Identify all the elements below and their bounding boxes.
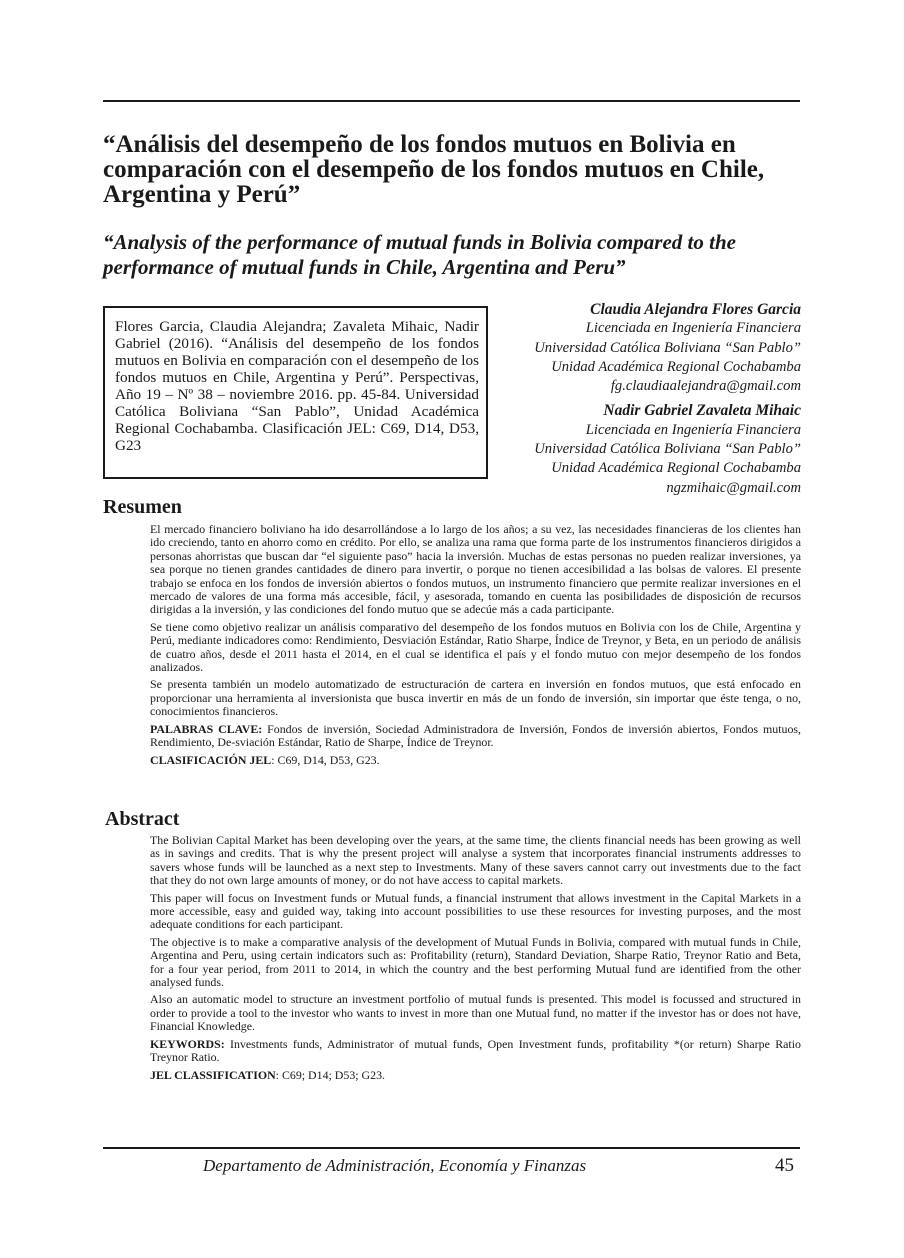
keywords-text: Fondos de inversión, Sociedad Administradora de Inversión, Fondos de inversión abiertos, Fondos mutuos, Rendimiento, De-sviación Estándar, Ratio de Sharpe, Índice de Treynor. — [150, 721, 801, 750]
author-name: Claudia Alejandra Flores Garcia — [590, 301, 801, 318]
author-email: fg.claudiaalejandra@gmail.com — [610, 378, 801, 395]
author-2 — [496, 401, 801, 497]
author-university: Universidad Católica Boliviana “San Pablo” — [534, 441, 801, 458]
author-email: ngzmihaic@gmail.com — [666, 479, 801, 496]
author-degree: Licenciada en Ingeniería Financiera — [585, 421, 801, 438]
abstract-body — [150, 834, 801, 1086]
page-number: 45 — [775, 1155, 794, 1176]
author-unit: Unidad Académica Regional Cochabamba — [551, 460, 801, 477]
title-english: “Analysis of the performance of mutual funds in Bolivia compared to the performance of mutual funds in Chile, Argentina and Peru” — [103, 230, 736, 279]
resumen-paragraph: Se tiene como objetivo realizar un análisis comparativo del desempeño de los fondos mutuos en Bolivia con los de Chile, Argentina y Perú, mediante indicadores como: Rendimiento, Desviación Estándar, Ratio Sharpe, Índice de Treynor, y Beta, en un periodo de análisis de cuatro años, desde el 2011 hasta el 2014, en el cual se identifica el país y el fondo mutuo con mejor desempeño de los fondos analizados. — [150, 619, 801, 675]
bottom-rule — [103, 1147, 800, 1149]
author-university: Universidad Católica Boliviana “San Pablo” — [534, 339, 801, 356]
resumen-body — [150, 523, 801, 771]
abstract-paragraph: Also an automatic model to structure an investment portfolio of mutual funds is presented. This model is focussed and structured in order to provide a tool to the investor who wants to invest in more than one Mutual fund, no matter if the investor has or does not have, Financial Knowledge. — [150, 992, 801, 1034]
abstract-paragraph: The objective is to make a comparative analysis of the development of Mutual Funds in Bolivia, compared with mutual funds in Chile, Argentina and Peru, using certain indicators such as: Profitability (return), Standard Deviation, Sharpe Ratio, Treynor Ratio and Beta, for a four year period, from 2011 to 2014, in which the country and the best performing Mutual fund are identified from the other analysed funds. — [150, 934, 801, 990]
jel-label: CLASIFICACIÓN JEL — [150, 752, 272, 767]
abstract-paragraph: This paper will focus on Investment funds or Mutual funds, a financial instrument that allows investment in the Capital Markets in a more accessible, easy and guided way, taking into account possibilities to use these resources for investing purposes, and the most adequate conditions for each participant. — [150, 890, 801, 932]
jel-text: : C69; D14; D53; G23. — [275, 1067, 386, 1082]
abstract-keywords — [150, 1038, 801, 1065]
jel-text: : C69, D14, D53, G23. — [271, 752, 380, 767]
jel-label: JEL CLASSIFICATION — [150, 1067, 276, 1082]
keywords-text: Investments funds, Administrator of mutual funds, Open Investment funds, profitability *(or return) Sharpe Ratio Treynor Ratio. — [150, 1036, 801, 1065]
resumen-heading: Resumen — [103, 496, 182, 518]
page-footer — [103, 1154, 800, 1178]
resumen-paragraph: El mercado financiero boliviano ha ido desarrollándose a lo largo de los años; a su vez, las necesidades financieras de los clientes han ido creciendo, tanto en ahorro como en crédito. Por ello, se analiza una rama que forma parte de los instrumentos financieros dirigidos a personas ahorristas que buscan dar “el siguiente paso” hacia la inversión. Muchas de estas personas no pueden realizar inversiones, ya sea porque no tienen grandes cantidades de dinero para invertir, o porque no tienen accesibilidad a las bolsas de valores. El presente trabajo se enfoca en los fondos de inversión abiertos o fondos mutuos, un instrumento financiero que permite realizar inversiones en el mercado de valores de una forma más accesible, fácil, y asesorada, tomando en cuenta las posibilidades de disposición de recursos dirigidas a la inversión, y las condiciones del fondo mutuo que se adecúe más a cada participante. — [150, 522, 801, 617]
top-rule — [103, 100, 800, 102]
abstract-paragraph: The Bolivian Capital Market has been developing over the years, at the same time, the clients financial needs has been growing as well as in savings and credits. That is why the present project will analyse a system that incorporates financial instruments addresses to savers whose funds will be launched as a next step to Investments. Many of these savers cannot carry out investments due to the fact that they do not own large amounts of money, or do not have access to capital markets. — [150, 833, 801, 888]
author-1 — [496, 300, 801, 396]
author-degree: Licenciada en Ingeniería Financiera — [585, 320, 801, 337]
abstract-jel — [150, 1069, 801, 1082]
authors-block — [496, 300, 801, 498]
citation-box: Flores Garcia, Claudia Alejandra; Zavaleta Mihaic, Nadir Gabriel (2016). “Análisis del desempeño de los fondos mutuos en Bolivia en comparación con el desempeño de los fondos mutuos en Chile, Argentina y Perú”. Perspectivas, Año 19 – Nº 38 – noviembre 2016. pp. 45-84. Universidad Católica Boliviana “San Pablo”, Unidad Académica Regional Cochabamba. Clasificación JEL: C69, D14, D53, G23 — [103, 306, 488, 479]
title-spanish: “Análisis del desempeño de los fondos mutuos en Bolivia en comparación con el desempeño de los fondos mutuos en Chile, Argentina y Perú” — [103, 131, 765, 208]
footer-department: Departamento de Administración, Economía y Finanzas — [203, 1156, 587, 1175]
abstract-heading: Abstract — [105, 808, 180, 830]
author-name: Nadir Gabriel Zavaleta Mihaic — [603, 402, 801, 420]
resumen-keywords — [150, 723, 801, 750]
keywords-label: KEYWORDS: — [150, 1036, 225, 1051]
author-unit: Unidad Académica Regional Cochabamba — [551, 358, 801, 375]
resumen-paragraph: Se presenta también un modelo automatizado de estructuración de cartera en inversión en fondos mutuos, que está enfocado en proporcionar una herramienta al inversionista que busca invertir en más de un fondo de inversión, sin importar que éste tenga, o no, conocimientos financieros. — [150, 677, 801, 719]
resumen-jel — [150, 754, 801, 767]
keywords-label: PALABRAS CLAVE: — [150, 721, 263, 736]
